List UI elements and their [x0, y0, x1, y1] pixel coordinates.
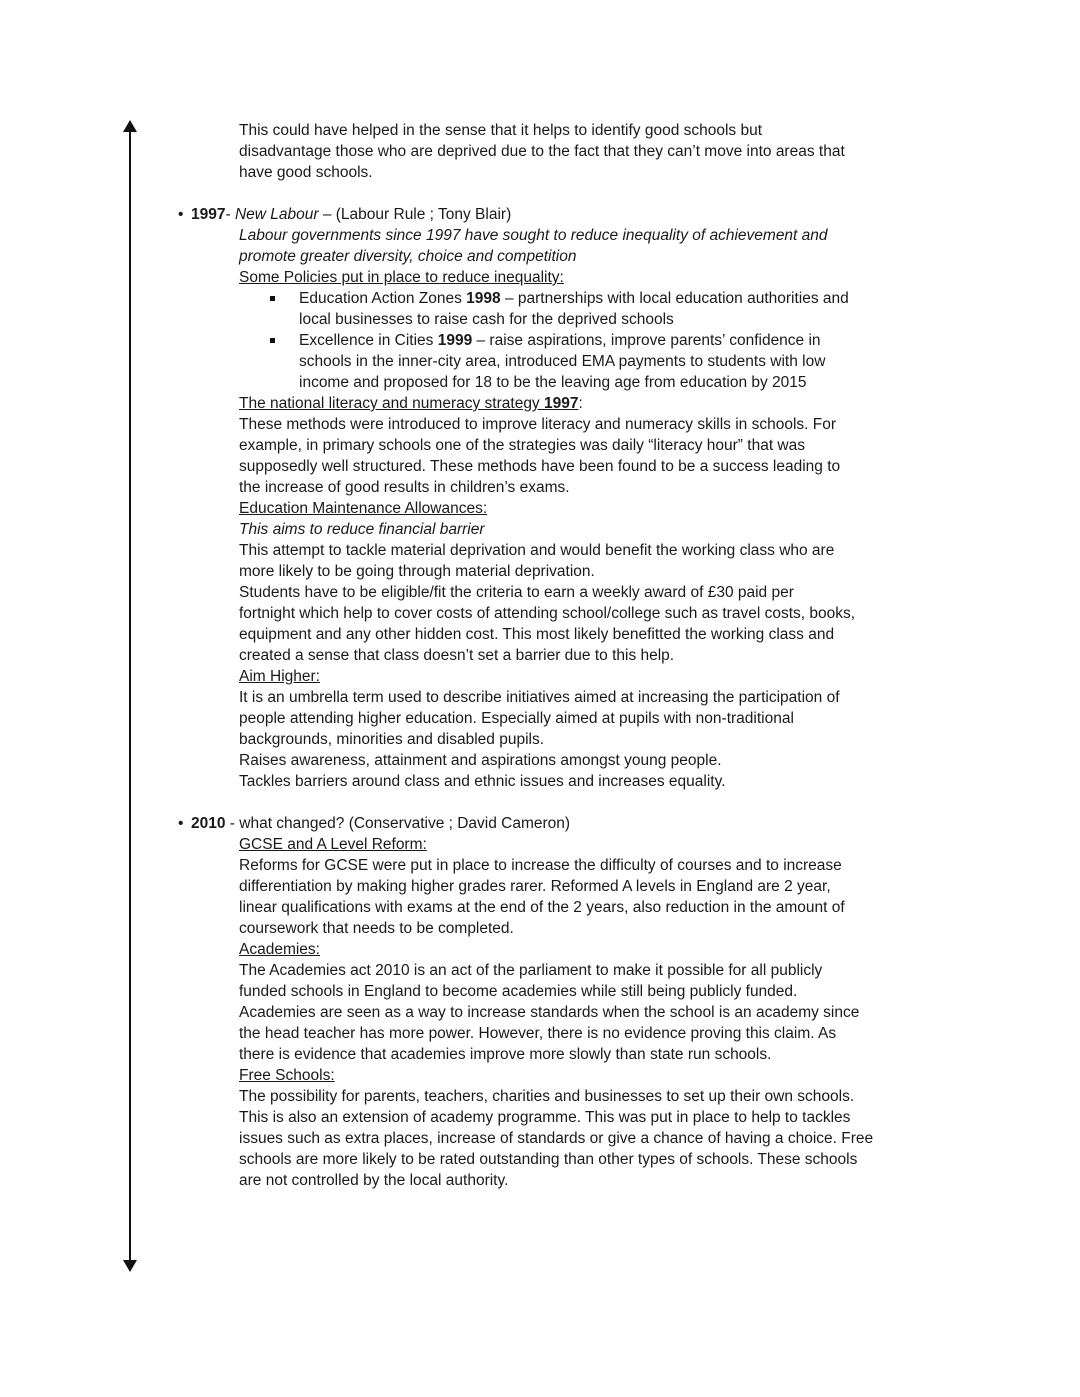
text-line: This attempt to tackle material deprivation and would benefit the working class who are [239, 542, 835, 559]
aim-higher-heading: Aim Higher: [239, 668, 320, 685]
section-year: 2010 [191, 815, 226, 832]
section-dash: - [225, 206, 235, 223]
text-line: differentiation by making higher grades rarer. Reformed A levels in England are 2 year, [239, 878, 831, 895]
text-line: Tackles barriers around class and ethnic issues and increases equality. [239, 773, 726, 790]
text-line: equipment and any other hidden cost. This most likely benefitted the working class and [239, 626, 835, 643]
policy-continuation: local businesses to raise cash for the deprived schools [299, 311, 674, 328]
policy-name: Education Action Zones [299, 290, 467, 307]
intro-paragraph [0, 120, 1080, 183]
text-line: linear qualifications with exams at the end of the 2 years, also reduction in the amount of [239, 899, 845, 916]
literacy-year: 1997 [544, 395, 579, 412]
text-line: Students have to be eligible/fit the criteria to earn a weekly award of £30 paid per [239, 584, 794, 601]
text-line: backgrounds, minorities and disabled pupils. [239, 731, 545, 748]
text-line: It is an umbrella term used to describe initiatives aimed at increasing the participation of [239, 689, 840, 706]
text-line: Academies are seen as a way to increase standards when the school is an academy since [239, 1004, 860, 1021]
square-bullet-icon [270, 296, 275, 301]
summary-line: Labour governments since 1997 have sought to reduce inequality of achievement and [239, 227, 828, 244]
policy-name: Excellence in Cities [299, 332, 438, 349]
literacy-block [0, 393, 1080, 792]
text-line: there is evidence that academies improve more slowly than state run schools. [239, 1046, 772, 1063]
text-line: fortnight which help to cover costs of attending school/college such as travel costs, books, [239, 605, 856, 622]
text-line: coursework that needs to be completed. [239, 920, 514, 937]
section-2010-heading [0, 813, 1080, 834]
text-line: disadvantage those who are deprived due to the fact that they can’t move into areas that [239, 143, 845, 160]
policy-description: – partnerships with local education authorities and [500, 290, 849, 307]
text-line: more likely to be going through material deprivation. [239, 563, 595, 580]
text-line: supposedly well structured. These methods have been found to be a success leading to [239, 458, 841, 475]
section-1997-heading [0, 204, 1080, 225]
academies-heading: Academies: [239, 941, 320, 958]
ema-subtitle: This aims to reduce financial barrier [239, 521, 485, 538]
section-2010-body [0, 834, 1080, 1191]
text-line: The possibility for parents, teachers, charities and businesses to set up their own schools. [239, 1088, 855, 1105]
ema-heading: Education Maintenance Allowances: [239, 500, 488, 517]
section-rule: – (Labour Rule ; Tony Blair) [318, 206, 512, 223]
arrow-down-icon [123, 1260, 137, 1272]
text-line: These methods were introduced to improve literacy and numeracy skills in schools. For [239, 416, 837, 433]
literacy-heading-text: The national literacy and numeracy strategy [239, 395, 544, 412]
text-line: Raises awareness, attainment and aspirations amongst young people. [239, 752, 722, 769]
policy-description: – raise aspirations, improve parents’ confidence in [472, 332, 821, 349]
text-line: schools are more likely to be rated outstanding than other types of schools. These schools [239, 1151, 858, 1168]
text-line: The Academies act 2010 is an act of the parliament to make it possible for all publicly [239, 962, 823, 979]
list-item [0, 330, 1080, 351]
policy-continuation: income and proposed for 18 to be the leaving age from education by 2015 [299, 374, 807, 391]
text-line: This is also an extension of academy programme. This was put in place to help to tackles [239, 1109, 851, 1126]
text-line: are not controlled by the local authority. [239, 1172, 509, 1189]
policies-list [0, 288, 1080, 393]
list-item [0, 288, 1080, 309]
square-bullet-icon [270, 338, 275, 343]
gcse-heading: GCSE and A Level Reform: [239, 836, 427, 853]
text-line: have good schools. [239, 164, 373, 181]
text-line: people attending higher education. Especially aimed at pupils with non-traditional [239, 710, 794, 727]
free-schools-heading: Free Schools: [239, 1067, 335, 1084]
bullet-icon: • [178, 815, 184, 832]
literacy-heading [239, 393, 1080, 414]
literacy-colon: : [578, 395, 583, 412]
text-line: issues such as extra places, increase of standards or give a chance of having a choice. Free [239, 1130, 874, 1147]
section-1997-body [0, 225, 1080, 288]
policy-continuation: schools in the inner-city area, introduced EMA payments to students with low [299, 353, 826, 370]
document-body [0, 120, 1080, 1191]
bullet-icon: • [178, 206, 184, 223]
text-line: example, in primary schools one of the strategies was daily “literacy hour” that was [239, 437, 805, 454]
text-line: the head teacher has more power. However, there is no evidence proving this claim. As [239, 1025, 837, 1042]
policies-heading: Some Policies put in place to reduce inequality: [239, 269, 564, 286]
policy-year: 1999 [437, 332, 473, 349]
section-title: - what changed? (Conservative ; David Cameron) [225, 815, 571, 832]
text-line: the increase of good results in children’s exams. [239, 479, 570, 496]
text-line: created a sense that class doesn’t set a barrier due to this help. [239, 647, 675, 664]
policy-year: 1998 [466, 290, 501, 307]
section-party: New Labour [234, 206, 319, 223]
text-line: This could have helped in the sense that it helps to identify good schools but [239, 122, 763, 139]
text-line: Reforms for GCSE were put in place to increase the difficulty of courses and to increase [239, 857, 842, 874]
summary-line: promote greater diversity, choice and competition [239, 248, 577, 265]
section-year: 1997 [191, 206, 226, 223]
text-line: funded schools in England to become academies while still being publicly funded. [239, 983, 798, 1000]
